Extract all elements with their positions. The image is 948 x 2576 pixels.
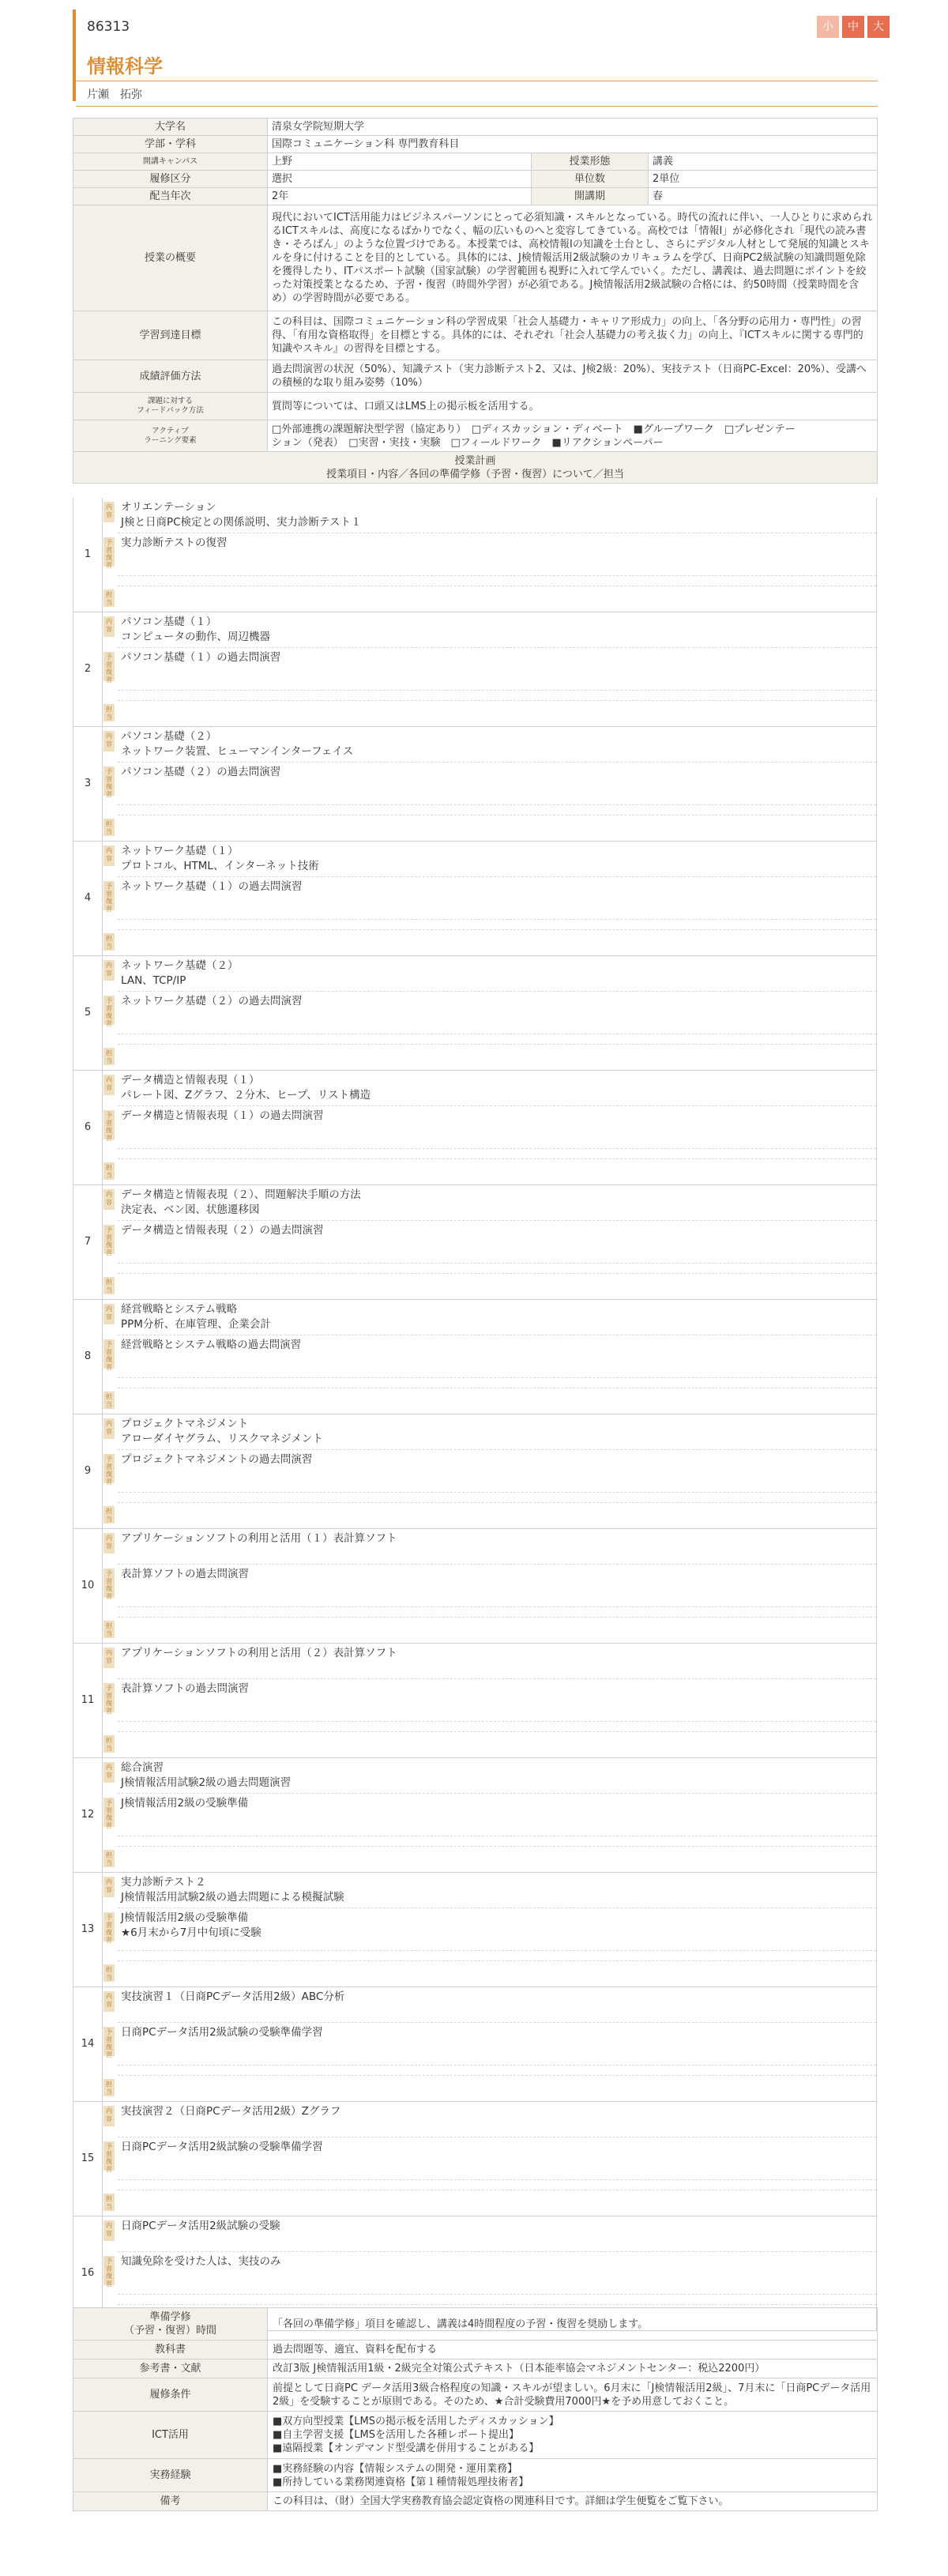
session-content-line: プロトコル、HTML、インターネット技術 — [121, 860, 319, 872]
prep-time-label-line1: 準備学修 — [149, 2311, 191, 2323]
feedback-label — [73, 393, 268, 420]
session-content — [121, 615, 863, 645]
session-content — [121, 2104, 863, 2119]
experience-value — [268, 2459, 878, 2492]
content-tag: 内容 — [103, 1762, 115, 1783]
divider — [118, 1263, 876, 1264]
course-info-table — [73, 118, 878, 484]
term-label: 開講期 — [532, 188, 649, 205]
feedback-label-line2: フィードバック方法 — [137, 406, 204, 415]
class-format-label: 授業形態 — [532, 153, 649, 171]
session-content-line: ネットワーク基礎（１） — [121, 845, 239, 857]
session-number: 12 — [73, 1758, 103, 1872]
content-tag: 内容 — [103, 616, 115, 637]
prep-tag: 予習復習 — [103, 1225, 115, 1254]
staff-tag: 担当 — [103, 1048, 115, 1065]
divider — [118, 1449, 876, 1450]
staff-tag: 担当 — [103, 1392, 115, 1409]
prep-tag: 予習復習 — [103, 881, 115, 910]
campus-value: 上野 — [268, 153, 532, 171]
divider — [118, 2075, 876, 2076]
divider — [118, 1793, 876, 1794]
session-prep-line: パソコン基礎（１）の過去問演習 — [121, 651, 281, 664]
session-prep — [121, 1796, 863, 1811]
experience-line: ■実務経験の内容【情報システムの開発・運用業務】 — [273, 2462, 517, 2475]
ict-line: ■双方向型授業【LMSの掲示板を活用したディスカッション】 — [273, 2416, 559, 2427]
divider — [118, 1377, 876, 1378]
divider — [118, 2304, 876, 2305]
session-prep-line: データ構造と情報表現（１）の過去問演習 — [121, 1109, 324, 1122]
ict-line: ■自主学習支援【LMSを活用した各種レポート提出】 — [273, 2429, 519, 2441]
session-prep — [121, 1911, 863, 1941]
session-number: 13 — [73, 1873, 103, 1987]
staff-tag: 担当 — [103, 589, 115, 607]
staff-tag: 担当 — [103, 2079, 115, 2096]
content-tag: 内容 — [103, 1877, 115, 1897]
session-number: 6 — [73, 1071, 103, 1184]
session-list — [73, 498, 877, 2331]
prep-time-label — [73, 2308, 268, 2341]
content-tag: 内容 — [103, 2220, 115, 2241]
session-row — [73, 842, 877, 956]
campus-label: 開講キャンパス — [73, 153, 268, 171]
divider — [118, 1105, 876, 1106]
session-prep — [121, 1452, 863, 1467]
evaluation-label: 成績評価方法 — [73, 360, 268, 393]
course-code: 86313 — [87, 19, 130, 35]
session-prep — [121, 1223, 863, 1238]
session-row — [73, 1758, 877, 1873]
session-number: 1 — [73, 498, 103, 612]
university-value: 清泉女学院短期大学 — [268, 119, 878, 136]
evaluation-value: 過去問演習の状況（50%）、知識テスト（実力診断テスト2、又は、J検2級：20%）、実技テスト（日商PC-Excel：20%）、受講への積極的な取り組み姿勢（10%） — [268, 360, 878, 393]
session-row — [73, 498, 877, 612]
session-prep-line: ★6月末から7月中旬頃に受験 — [121, 1926, 261, 1939]
references-label: 参考書・文献 — [73, 2359, 268, 2378]
divider — [118, 1846, 876, 1847]
session-content — [121, 1990, 863, 2005]
divider — [118, 762, 876, 763]
divider — [118, 690, 876, 691]
remarks-label: 備考 — [73, 2492, 268, 2511]
overview-value: 現代においてICT活用能力はビジネスパーソンにとって必須知識・スキルとなっている。時代の流れに伴い、一人ひとりに求められるICTスキルは、高度になるばかりでなく、幅の広いものへと変容してきている。高校では「情報Ⅰ」が必修化され「現代の読み書き・そろばん」のような位置づけである。本授業では、高校情報Ⅰの知識を土台とし、さらにデジタル人材として発展的知識とスキルを身に付けることを目的としている。具体的には、J検情報活用2級試験のカリキュラムを学び、日商PC2級試験の知識問題免除を獲得したり、ITパスポート試験（国家試験）の学習範囲も視野に入れて学んでいく。ただし、講義は、過去問題にポイントを絞った対策授業となるため、予習・復習（時間外学習）が必須である。J検情報活用2級試験の合格には、約50時間（授業時間を含め）の学習時間が必要である。 — [268, 205, 878, 311]
feedback-value: 質問等については、口頭又はLMS上の掲示板を活用する。 — [268, 393, 878, 420]
session-content — [121, 1646, 863, 1661]
divider — [118, 1492, 876, 1493]
prep-tag: 予習復習 — [103, 1110, 115, 1139]
divider — [118, 1158, 876, 1159]
prep-tag: 予習復習 — [103, 766, 115, 796]
credits-value: 2単位 — [649, 171, 878, 188]
term-value: 春 — [649, 188, 878, 205]
session-prep — [121, 536, 863, 551]
university-label: 大学名 — [73, 119, 268, 136]
staff-tag: 担当 — [103, 933, 115, 951]
session-content-line: ネットワーク基礎（２） — [121, 959, 239, 972]
session-row — [73, 1185, 877, 1300]
prep-tag: 予習復習 — [103, 1683, 115, 1712]
session-row — [73, 1529, 877, 1644]
session-content-line: J検情報活用試験2級の過去問題による模擬試験 — [121, 1891, 344, 1904]
divider — [118, 1148, 876, 1149]
session-row — [73, 2102, 877, 2216]
overview-label: 授業の概要 — [73, 205, 268, 311]
divider — [118, 1564, 876, 1565]
content-tag: 内容 — [103, 1075, 115, 1095]
divider — [76, 106, 878, 107]
year-label: 配当年次 — [73, 188, 268, 205]
session-prep-line: 日商PCデータ活用2級試験の受験準備学習 — [121, 2026, 323, 2039]
session-row — [73, 1873, 877, 1987]
content-tag: 内容 — [103, 845, 115, 866]
session-row — [73, 727, 877, 842]
prep-tag: 予習復習 — [103, 1798, 115, 1827]
goals-value: この科目は、国際コミュニケーション科の学習成果「社会人基礎力・キャリア形成力」の向上、「各分野の応用力・専門性」の習得、「有用な資格取得」を目標とする。具体的には、それぞれ「社会人基礎力の考え抜く力」の向上、『ICTスキルに関する専門的知識やスキル』の習得を目標とする。 — [268, 311, 878, 360]
divider — [118, 876, 876, 877]
session-prep-line: 表計算ソフトの過去問演習 — [121, 1568, 249, 1580]
textbook-value: 過去問題等、適宜、資料を配布する — [268, 2341, 878, 2359]
plan-header — [73, 452, 878, 484]
prep-time-value: 「各回の準備学修」項目を確認し、講義は4時間程度の予習・復習を奨励します。 — [268, 2308, 878, 2341]
session-content — [121, 958, 863, 989]
font-size-medium-button[interactable]: 中 — [842, 16, 864, 38]
font-size-large-button[interactable]: 大 — [867, 16, 890, 38]
content-tag: 内容 — [103, 1189, 115, 1210]
divider — [118, 1731, 876, 1732]
prep-tag: 予習復習 — [103, 1912, 115, 1941]
session-content — [121, 844, 863, 874]
session-prep — [121, 879, 863, 894]
session-content-line: 経営戦略とシステム戦略 — [121, 1303, 238, 1316]
divider — [118, 2065, 876, 2066]
session-number: 11 — [73, 1644, 103, 1757]
staff-tag: 担当 — [103, 1277, 115, 1294]
course-header — [73, 9, 884, 101]
divider — [118, 575, 876, 576]
ict-line: ■遠隔授業【オンデマンド型受講を併用することがある】 — [273, 2442, 540, 2454]
divider — [118, 1044, 876, 1045]
prep-time-label-line2: （予習・復習）時間 — [123, 2325, 216, 2337]
session-content — [121, 1761, 863, 1791]
divider — [118, 919, 876, 920]
textbook-label: 教科書 — [73, 2341, 268, 2359]
session-number: 4 — [73, 842, 103, 955]
divider — [118, 929, 876, 930]
year-value: 2年 — [268, 188, 532, 205]
course-type-value: 選択 — [268, 171, 532, 188]
session-prep — [121, 650, 863, 665]
prep-tag: 予習復習 — [103, 2141, 115, 2171]
session-prep — [121, 2025, 863, 2040]
session-prep — [121, 765, 863, 780]
session-content-line: データ構造と情報表現（１） — [121, 1074, 260, 1087]
session-content — [121, 729, 863, 759]
session-prep-line: 知識免除を受けた人は、実技のみ — [121, 2255, 281, 2268]
session-content-line: J検情報活用試験2級の過去問題演習 — [121, 1776, 292, 1789]
session-row — [73, 956, 877, 1071]
goals-label: 学習到達目標 — [73, 311, 268, 360]
session-content-line: 総合演習 — [121, 1761, 164, 1774]
prep-tag: 予習復習 — [103, 537, 115, 567]
staff-tag: 担当 — [103, 2194, 115, 2211]
font-size-small-button[interactable]: 小 — [817, 16, 839, 38]
session-number: 10 — [73, 1529, 103, 1643]
session-number: 9 — [73, 1414, 103, 1528]
divider — [118, 2294, 876, 2295]
active-learning-label — [73, 420, 268, 452]
divider — [118, 2022, 876, 2023]
course-type-label: 履修区分 — [73, 171, 268, 188]
session-prep-line: パソコン基礎（２）の過去問演習 — [121, 766, 281, 778]
session-number: 5 — [73, 956, 103, 1070]
session-row — [73, 1987, 877, 2102]
ict-value — [268, 2412, 878, 2459]
session-prep-line: 経営戦略とシステム戦略の過去問演習 — [121, 1339, 302, 1351]
session-prep — [121, 1567, 863, 1582]
prep-tag: 予習復習 — [103, 2256, 115, 2285]
divider — [118, 1721, 876, 1722]
divider — [118, 1606, 876, 1607]
session-content-line: アローダイヤグラム、リスクマネジメント — [121, 1433, 323, 1445]
session-prep-line: J検情報活用2級の受験準備 — [121, 1797, 249, 1810]
divider — [118, 1273, 876, 1274]
staff-tag: 担当 — [103, 1735, 115, 1753]
active-learning-line1: □外部連携の課題解決型学習（協定あり） □ディスカッション・ディベート ■グループワーク □プレゼンテー — [272, 423, 796, 435]
prep-tag: 予習復習 — [103, 652, 115, 681]
session-prep — [121, 1338, 863, 1353]
staff-tag: 担当 — [103, 819, 115, 836]
prep-tag: 予習復習 — [103, 1339, 115, 1369]
staff-tag: 担当 — [103, 1964, 115, 1982]
prep-tag: 予習復習 — [103, 1569, 115, 1598]
session-content-line: 日商PCデータ活用2級試験の受験 — [121, 2220, 280, 2232]
session-content-line: プロジェクトマネジメント — [121, 1418, 249, 1430]
divider — [118, 1617, 876, 1618]
prep-tag: 予習復習 — [103, 996, 115, 1025]
session-content — [121, 1073, 863, 1103]
session-number: 15 — [73, 2102, 103, 2216]
session-number: 3 — [73, 727, 103, 841]
session-content — [121, 500, 863, 530]
staff-tag: 担当 — [103, 704, 115, 721]
session-prep — [121, 2140, 863, 2155]
session-content — [121, 2219, 863, 2234]
content-tag: 内容 — [103, 1418, 115, 1439]
content-tag: 内容 — [103, 1648, 115, 1668]
course-title: 情報科学 — [87, 55, 163, 77]
requirements-label: 履修条件 — [73, 2378, 268, 2412]
divider — [118, 2251, 876, 2252]
divider — [118, 991, 876, 992]
session-content-line: アプリケーションソフトの利用と活用（２）表計算ソフト — [121, 1647, 397, 1659]
session-content-line: コンピュータの動作、周辺機器 — [121, 631, 270, 643]
session-content-line: データ構造と情報表現（２）、問題解決手順の方法 — [121, 1188, 361, 1201]
session-prep-line: ネットワーク基礎（１）の過去問演習 — [121, 880, 303, 893]
requirements-value: 前提として日商PC データ活用3級合格程度の知識・スキルが望ましい。6月末に「J検情報活用2級」、7月末に「日商PCデータ活用2級」を受験することが原則である。そのため、★合計受験費用7000円★を予め用意しておくこと。 — [268, 2378, 878, 2412]
session-row — [73, 612, 877, 727]
remarks-value: この科目は、（財）全国大学実務教育協会認定資格の関連科目です。詳細は学生便覧をご覧下さい。 — [268, 2492, 878, 2511]
department-label: 学部・学科 — [73, 136, 268, 153]
session-content-line: 決定表、ベン図、状態遷移図 — [121, 1203, 260, 1216]
session-content-line: ネットワーク装置、ヒューマンインターフェイス — [121, 745, 354, 758]
session-prep-line: 日商PCデータ活用2級試験の受験準備学習 — [121, 2141, 323, 2153]
session-content-line: LAN、TCP/IP — [121, 974, 186, 987]
divider — [118, 1502, 876, 1503]
session-content-line: パレート図、Zグラフ、２分木、ヒープ、リスト構造 — [121, 1089, 371, 1102]
divider — [118, 700, 876, 701]
session-prep — [121, 994, 863, 1009]
session-number: 2 — [73, 612, 103, 726]
teacher-name: 片瀬 拓弥 — [87, 89, 142, 101]
session-prep-line: プロジェクトマネジメントの過去問演習 — [121, 1453, 313, 1466]
session-content-line: パソコン基礎（２） — [121, 730, 217, 743]
prep-tag: 予習復習 — [103, 2027, 115, 2056]
experience-line: ■所持している業務関連資格【第１種情報処理技術者】 — [273, 2476, 529, 2488]
plan-title: 授業計画 — [454, 454, 496, 467]
session-number: 16 — [73, 2216, 103, 2330]
active-learning-label-line2: ラーニング要素 — [144, 435, 197, 445]
content-tag: 内容 — [103, 1991, 115, 2012]
staff-tag: 担当 — [103, 1621, 115, 1638]
divider — [118, 2179, 876, 2180]
staff-tag: 担当 — [103, 1850, 115, 1867]
session-content-line: 実技演習１（日商PCデータ活用2級）ABC分析 — [121, 1990, 345, 2003]
session-content-line: J検と日商PC検定との関係説明、実力診断テスト１ — [121, 516, 362, 529]
session-prep-line: J検情報活用2級の受験準備 — [121, 1911, 249, 1924]
session-content-line: オリエンテーション — [121, 501, 216, 514]
active-learning-value — [268, 420, 878, 452]
session-prep-line: 実力診断テストの復習 — [121, 537, 228, 549]
session-content-line: アプリケーションソフトの利用と活用（１）表計算ソフト — [121, 1532, 397, 1545]
session-prep-line: データ構造と情報表現（２）の過去問演習 — [121, 1224, 324, 1237]
session-content — [121, 1531, 863, 1546]
session-number: 8 — [73, 1300, 103, 1414]
session-prep — [121, 1109, 863, 1124]
credits-label: 単位数 — [532, 171, 649, 188]
references-value: 改訂3版 J検情報活用1級・2級完全対策公式テキスト（日本能率協会マネジメントセンター：税込2200円） — [268, 2359, 878, 2378]
divider — [118, 647, 876, 648]
session-content — [121, 1302, 863, 1332]
divider — [118, 1220, 876, 1221]
session-row — [73, 1300, 877, 1414]
prep-tag: 予習復習 — [103, 1454, 115, 1483]
session-content-line: 実力診断テスト２ — [121, 1876, 206, 1889]
feedback-label-line1: 課題に対する — [147, 397, 193, 405]
experience-label: 実務経験 — [73, 2459, 268, 2492]
content-tag: 内容 — [103, 2106, 115, 2126]
session-content — [121, 1417, 863, 1447]
session-number: 14 — [73, 1987, 103, 2101]
session-content — [121, 1188, 863, 1218]
plan-subtitle: 授業項目・内容／各回の準備学修（予習・復習）について／担当 — [326, 468, 624, 480]
divider — [118, 1950, 876, 1951]
ict-label: ICT活用 — [73, 2412, 268, 2459]
session-row — [73, 1414, 877, 1529]
divider — [118, 1678, 876, 1679]
session-row — [73, 1071, 877, 1185]
staff-tag: 担当 — [103, 1162, 115, 1180]
content-tag: 内容 — [103, 960, 115, 981]
content-tag: 内容 — [103, 1304, 115, 1324]
content-tag: 内容 — [103, 502, 115, 522]
session-prep-line: 表計算ソフトの過去問演習 — [121, 1682, 249, 1695]
divider — [118, 1960, 876, 1961]
active-learning-line2: ション（発表） □実習・実技・実験 □フィールドワーク ■リアクションペーパー — [272, 436, 664, 449]
session-prep — [121, 1682, 863, 1697]
session-row — [73, 1644, 877, 1758]
session-prep — [121, 2254, 863, 2269]
session-prep-line: ネットワーク基礎（２）の過去問演習 — [121, 995, 303, 1007]
session-content-line: 実技演習２（日商PCデータ活用2級）Zグラフ — [121, 2105, 341, 2118]
content-tag: 内容 — [103, 731, 115, 751]
active-learning-label-line1: アクティブ — [152, 426, 189, 435]
course-details-table — [73, 2307, 878, 2511]
divider — [118, 804, 876, 805]
session-content-line: パソコン基礎（１） — [121, 616, 217, 628]
class-format-value: 講義 — [649, 153, 878, 171]
session-number: 7 — [73, 1185, 103, 1299]
session-content-line: PPM分析、在庫管理、企業会計 — [121, 1318, 271, 1331]
content-tag: 内容 — [103, 1533, 115, 1554]
session-content — [121, 1875, 863, 1905]
staff-tag: 担当 — [103, 1506, 115, 1523]
department-value: 国際コミュニケーション科 専門教育科目 — [268, 136, 878, 153]
